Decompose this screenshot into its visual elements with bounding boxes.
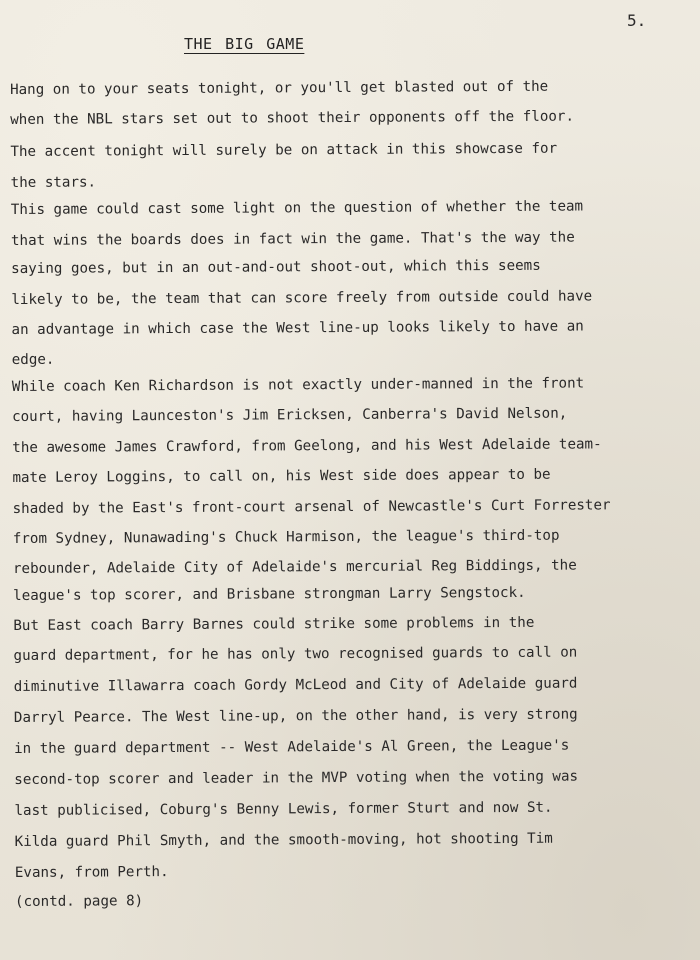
article-body: [10, 76, 696, 910]
text-line: court, having Launceston's Jim Ericksen, Canberra's David Nelson,: [12, 405, 568, 425]
text-line: rebounder, Adelaide City of Adelaide's mercurial Reg Biddings, the: [12, 557, 577, 577]
text-line: the stars.: [10, 174, 97, 191]
article-title: THE BIG GAME: [184, 35, 305, 53]
text-line: But East coach Barry Barnes could strike some problems in the: [13, 614, 535, 634]
text-line: The accent tonight will surely be on attack in this showcase for: [10, 140, 558, 160]
text-line: mate Leroy Loggins, to call on, his West side does appear to be: [12, 466, 551, 486]
text-line: Kilda guard Phil Smyth, and the smooth-moving, hot shooting Tim: [14, 830, 553, 850]
text-line: Hang on to your seats tonight, or you'll get blasted out of the: [10, 78, 549, 98]
text-line: from Sydney, Nunawading's Chuck Harmison, the league's third-top: [12, 527, 560, 547]
text-line: when the NBL stars set out to shoot their opponents off the floor.: [10, 108, 575, 128]
text-line: that wins the boards does in fact win the game. That's the way the: [10, 229, 575, 249]
page-number: 5.: [627, 11, 647, 30]
text-line: likely to be, the team that can score freely from outside could have: [11, 288, 593, 308]
text-line: second-top scorer and leader in the MVP voting when the voting was: [14, 768, 579, 788]
text-line: Evans, from Perth.: [14, 864, 169, 881]
text-line: league's top scorer, and Brisbane strongman Larry Sengstock.: [13, 584, 526, 604]
text-line: an advantage in which case the West line-up looks likely to have an: [11, 318, 584, 338]
text-line: edge.: [11, 351, 55, 368]
text-line: diminutive Illawarra coach Gordy McLeod and City of Adelaide guard: [13, 675, 578, 695]
text-line: the awesome James Crawford, from Geelong, and his West Adelaide team-: [12, 436, 602, 456]
text-line: guard department, for he has only two recognised guards to call on: [13, 644, 578, 664]
text-line: in the guard department -- West Adelaide's Al Green, the League's: [14, 737, 570, 757]
text-line: Darryl Pearce. The West line-up, on the other hand, is very strong: [13, 706, 578, 726]
text-line: While coach Ken Richardson is not exactly under-manned in the front: [11, 375, 585, 395]
text-line: shaded by the East's front-court arsenal of Newcastle's Curt Forrester: [12, 497, 611, 517]
text-line: saying goes, but in an out-and-out shoot-out, which this seems: [11, 257, 541, 277]
text-line: (contd. page 8): [14, 893, 144, 910]
text-line: This game could cast some light on the question of whether the team: [10, 198, 584, 218]
text-line: last publicised, Coburg's Benny Lewis, former Sturt and now St.: [14, 799, 553, 819]
